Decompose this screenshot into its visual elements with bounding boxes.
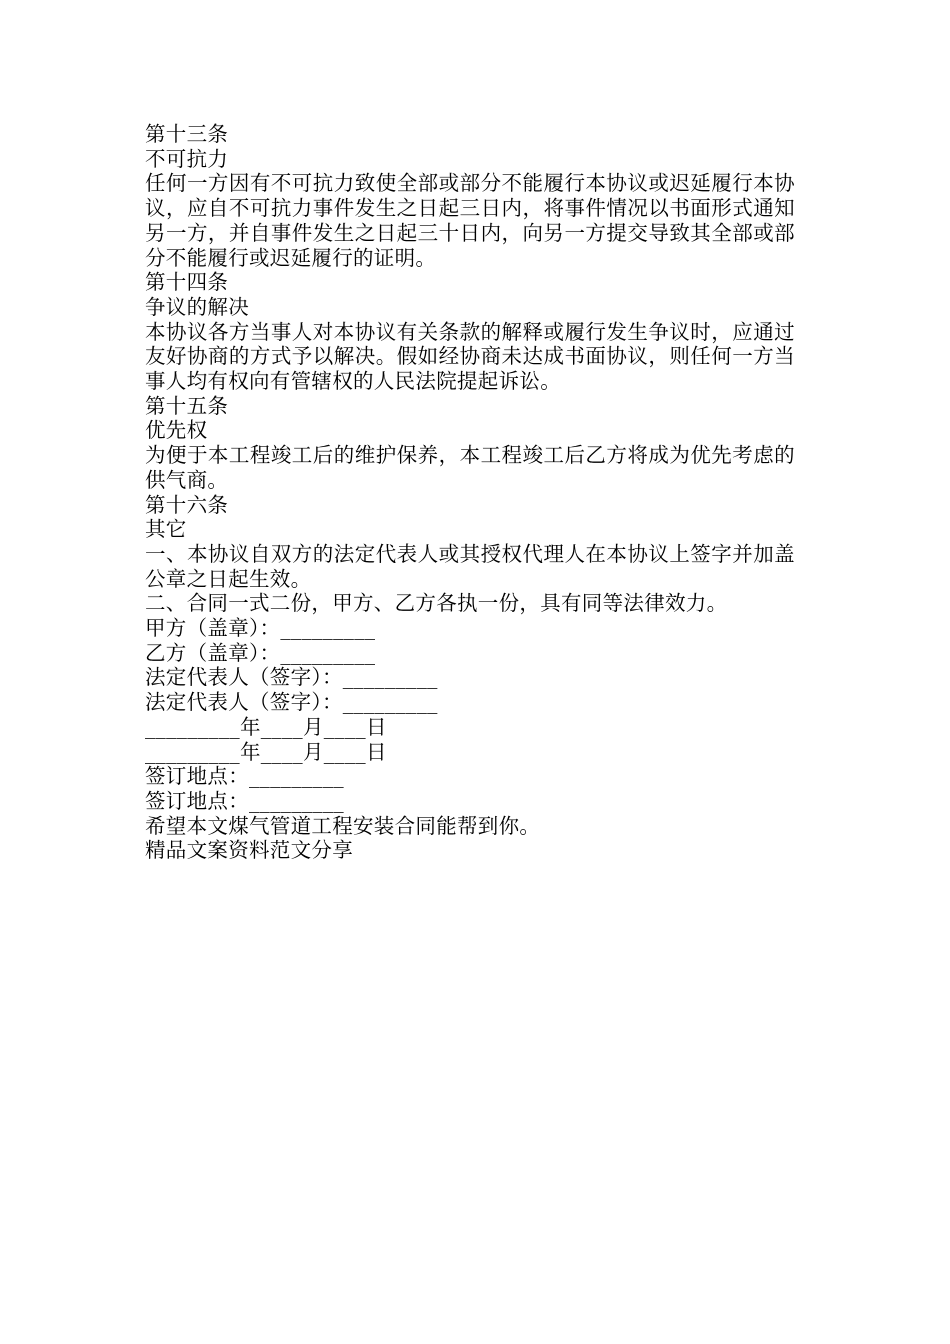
article-16-clause-2: 二、合同一式二份，甲方、乙方各执一份，具有同等法律效力。 [145, 591, 728, 616]
article-14-title: 争议的解决 [145, 294, 249, 319]
article-16-clause-1: 一、本协议自双方的法定代表人或其授权代理人在本协议上签字并加盖公章之日起生效。 [145, 541, 795, 591]
date-b-line: _________年____月____日 [145, 739, 387, 764]
signing-place-b-line: 签订地点：_________ [145, 788, 344, 813]
signing-place-a-line: 签订地点：_________ [145, 764, 344, 789]
article-15-number: 第十五条 [145, 393, 229, 418]
article-13-number: 第十三条 [145, 122, 229, 146]
article-14-number: 第十四条 [145, 270, 229, 295]
article-13-body: 任何一方因有不可抗力致使全部或部分不能履行本协议或迟延履行本协议，应自不可抗力事件发生之日起三日内，将事件情况以书面形式通知另一方，并自事件发生之日起三十日内，向另一方提交导致其全部或部分不能履行或迟延履行的证明。 [145, 171, 795, 270]
party-a-seal-line: 甲方（盖章）：_________ [145, 616, 376, 641]
article-16-title: 其它 [145, 517, 187, 542]
date-a-line: _________年____月____日 [145, 714, 387, 739]
document-page [145, 122, 795, 863]
legal-rep-b-signature-line: 法定代表人（签字）：_________ [145, 690, 438, 715]
article-15-title: 优先权 [145, 418, 208, 443]
party-b-seal-line: 乙方（盖章）：_________ [145, 640, 376, 665]
article-13-title: 不可抗力 [145, 146, 229, 171]
legal-rep-a-signature-line: 法定代表人（签字）：_________ [145, 665, 438, 690]
tagline-text: 精品文案资料范文分享 [145, 838, 353, 863]
article-15-body: 为便于本工程竣工后的维护保养，本工程竣工后乙方将成为优先考虑的供气商。 [145, 443, 795, 492]
article-14-body: 本协议各方当事人对本协议有关条款的解释或履行发生争议时，应通过友好协商的方式予以解决。假如经协商未达成书面协议，则任何一方当事人均有权向有管辖权的人民法院提起诉讼。 [145, 319, 795, 394]
closing-text: 希望本文煤气管道工程安装合同能帮到你。 [145, 813, 541, 838]
article-16-number: 第十六条 [145, 492, 229, 517]
